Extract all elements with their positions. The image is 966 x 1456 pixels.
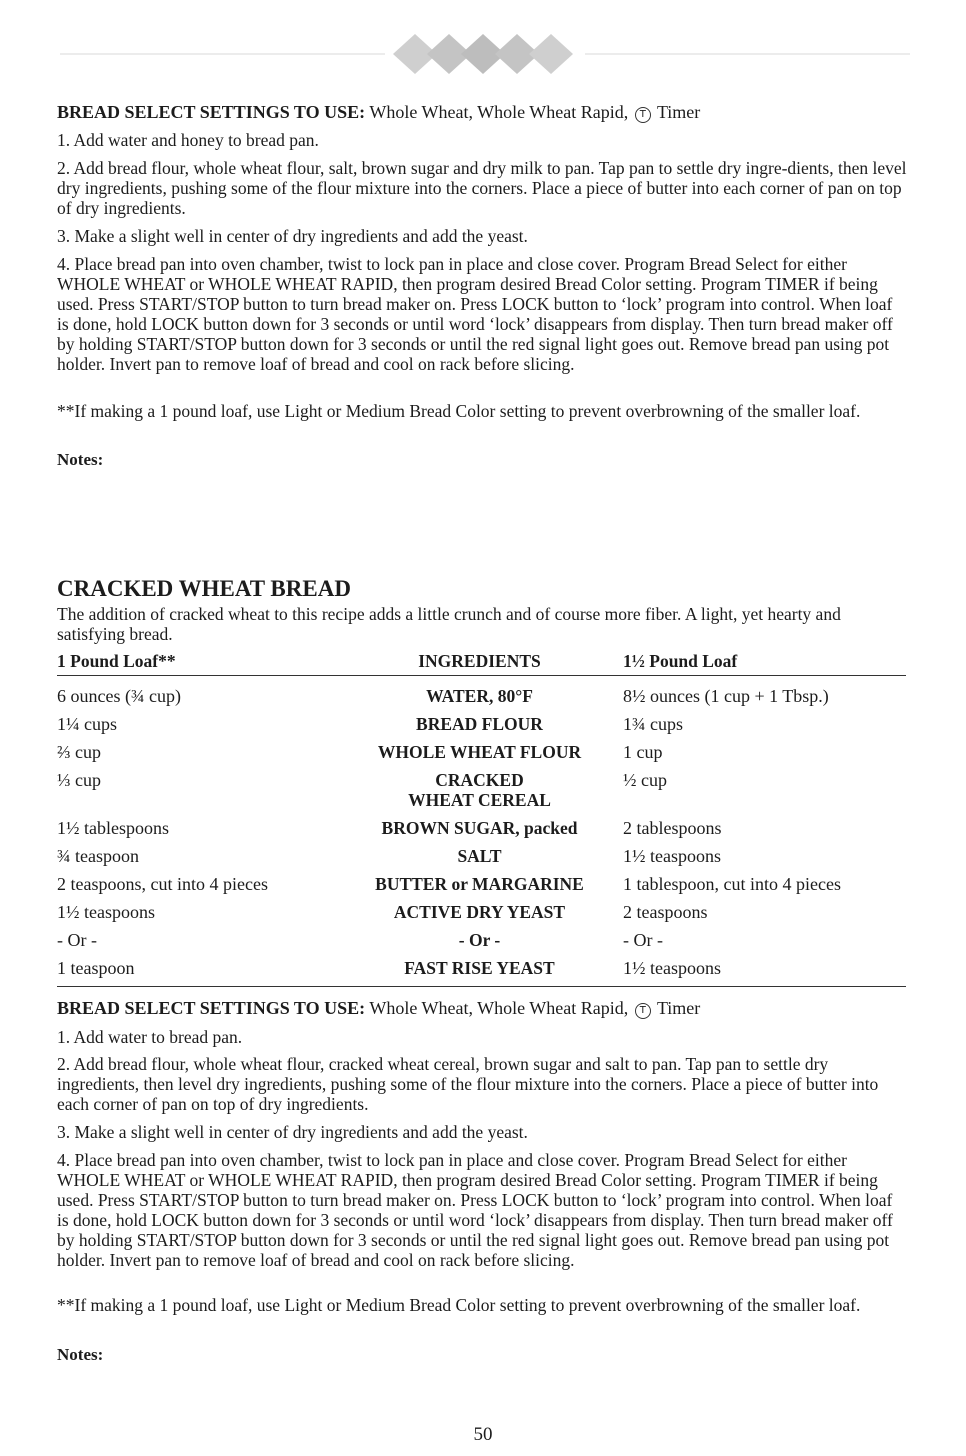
step-text: 3. Make a slight well in center of dry ingredients and add the yeast.: [57, 226, 528, 246]
section2-step-3: [57, 1122, 907, 1142]
section1-step-2: [57, 158, 907, 218]
small-loaf-amount: ⅓ cup: [57, 770, 101, 790]
recipe-title-block: [57, 576, 907, 602]
section2-step-4: [57, 1150, 907, 1270]
ingredient-name: ACTIVE DRY YEAST: [393, 902, 566, 922]
step-text: 1. Add water to bread pan.: [57, 1027, 243, 1047]
notes-label: Notes:: [57, 450, 104, 469]
section2-step-2: [57, 1054, 907, 1114]
settings-value: Whole Wheat, Whole Wheat Rapid,: [369, 998, 629, 1018]
section1-notes: [57, 450, 907, 470]
ingredient-name: WHOLE WHEAT FLOUR: [377, 742, 582, 762]
timer-symbol-icon: T: [635, 107, 651, 123]
footnote-text: **If making a 1 pound loaf, use Light or Medium Bread Color setting to prevent overbrowning of the smaller loaf.: [57, 1295, 861, 1315]
ingredient-name: FAST RISE YEAST: [404, 958, 555, 978]
large-loaf-amount: 2 teaspoons: [623, 902, 708, 922]
settings-label: BREAD SELECT SETTINGS TO USE:: [57, 998, 366, 1018]
settings-value: Whole Wheat, Whole Wheat Rapid,: [369, 102, 629, 122]
section1-footnote: [57, 401, 907, 421]
notes-label: Notes:: [57, 1345, 104, 1364]
large-loaf-amount: 1½ teaspoons: [623, 958, 721, 978]
recipe-intro: The addition of cracked wheat to this recipe adds a little crunch and of course more fiber. A light, yet hearty and satisfying bread.: [57, 604, 841, 644]
small-loaf-amount: 1½ teaspoons: [57, 902, 155, 922]
ingredient-name: WATER, 80°F: [426, 686, 533, 706]
step-text: 4. Place bread pan into oven chamber, twist to lock pan in place and close cover. Program Bread Select for either WHOLE WHEAT or WHOLE WHEAT RAPID, then program desired Bread Color setting. Program TIMER if being used. Press START/STOP button to turn bread maker on. Press LOCK button to ‘lock’ program into control. When loaf is done, hold LOCK button down for 3 seconds or until word ‘lock’ disappears from display. Then turn bread maker off by holding START/STOP button down for 3 seconds or until the red signal light goes out. Remove bread pan using pot holder. Invert pan to remove loaf of bread and cool on rack before slicing.: [57, 254, 893, 374]
small-loaf-amount: 6 ounces (¾ cup): [57, 686, 181, 706]
ingredient-name: - Or -: [458, 930, 501, 950]
large-loaf-amount: 1¾ cups: [623, 714, 683, 734]
table-bottom-rule: [57, 986, 906, 987]
timer-label: Timer: [656, 998, 701, 1018]
ingredient-name: BUTTER or MARGARINE: [375, 874, 584, 894]
large-loaf-amount: ½ cup: [623, 770, 667, 790]
step-text: 3. Make a slight well in center of dry ingredients and add the yeast.: [57, 1122, 528, 1142]
small-loaf-amount: ⅔ cup: [57, 742, 101, 762]
recipe-intro-block: [57, 604, 907, 644]
large-loaf-amount: 1 tablespoon, cut into 4 pieces: [623, 874, 841, 894]
footnote-text: **If making a 1 pound loaf, use Light or Medium Bread Color setting to prevent overbrowning of the smaller loaf.: [57, 401, 861, 421]
large-loaf-amount: 8½ ounces (1 cup + 1 Tbsp.): [623, 686, 829, 706]
small-loaf-amount: 2 teaspoons, cut into 4 pieces: [57, 874, 268, 894]
small-loaf-amount: - Or -: [57, 930, 97, 950]
step-text: 2. Add bread flour, whole wheat flour, salt, brown sugar and dry milk to pan. Tap pan to settle dry ingre-dients, then level dry ingredients, pushing some of the flour mixture into the corners. Place a piece of butter into each corner of pan on top of dry ingredients.: [57, 158, 907, 218]
small-loaf-amount: ¾ teaspoon: [57, 846, 139, 866]
ingredient-name: BROWN SUGAR, packed: [381, 818, 578, 838]
settings-label: BREAD SELECT SETTINGS TO USE:: [57, 102, 366, 122]
section1-settings: [57, 102, 907, 123]
small-loaf-amount: 1¼ cups: [57, 714, 117, 734]
large-loaf-amount: 1 cup: [623, 742, 663, 762]
ingredient-name: CRACKED WHEAT CEREAL: [408, 770, 551, 810]
ingredient-name: SALT: [457, 846, 502, 866]
ingredient-name: BREAD FLOUR: [416, 714, 543, 734]
large-loaf-amount: 1½ teaspoons: [623, 846, 721, 866]
section1-step-3: [57, 226, 907, 246]
step-text: 1. Add water and honey to bread pan.: [57, 130, 319, 150]
diamond-row-ornament-icon: [0, 28, 966, 80]
section2-settings: [57, 998, 907, 1019]
large-loaf-amount: 2 tablespoons: [623, 818, 722, 838]
header-large-loaf: 1½ Pound Loaf: [623, 651, 738, 671]
header-small-loaf: 1 Pound Loaf**: [57, 651, 176, 671]
small-loaf-amount: 1 teaspoon: [57, 958, 135, 978]
step-text: 2. Add bread flour, whole wheat flour, cracked wheat cereal, brown sugar and salt to pan. Tap pan to settle dry ingredients, then level dry ingredients, pushing some of the flour mixture into the corners. Place a piece of butter into each corner of pan on top of dry ingredients.: [57, 1054, 879, 1114]
large-loaf-amount: - Or -: [623, 930, 663, 950]
recipe-title: CRACKED WHEAT BREAD: [57, 576, 351, 601]
section1-step-4: [57, 254, 907, 374]
timer-label: Timer: [656, 102, 701, 122]
section2-notes: [57, 1345, 907, 1365]
header-ingredients: INGREDIENTS: [418, 651, 541, 671]
page-number: 50: [473, 1424, 493, 1445]
section2-step-1: [57, 1027, 907, 1047]
section2-footnote: [57, 1295, 907, 1315]
step-text: 4. Place bread pan into oven chamber, twist to lock pan in place and close cover. Program Bread Select for either WHOLE WHEAT or WHOLE WHEAT RAPID, then program desired Bread Color setting. Program TIMER if being used. Press START/STOP button to turn bread maker on. Press LOCK button to ‘lock’ program into control. When loaf is done, hold LOCK button down for 3 seconds or until word ‘lock’ disappears from display. Then turn bread maker off by holding START/STOP button down for 3 seconds or until the red signal light goes out. Remove bread pan using pot holder. Invert pan to remove loaf of bread and cool on rack before slicing.: [57, 1150, 893, 1270]
small-loaf-amount: 1½ tablespoons: [57, 818, 169, 838]
ingredients-table-header: [57, 651, 906, 676]
section1-step-1: [57, 130, 907, 150]
timer-symbol-icon: T: [635, 1003, 651, 1019]
